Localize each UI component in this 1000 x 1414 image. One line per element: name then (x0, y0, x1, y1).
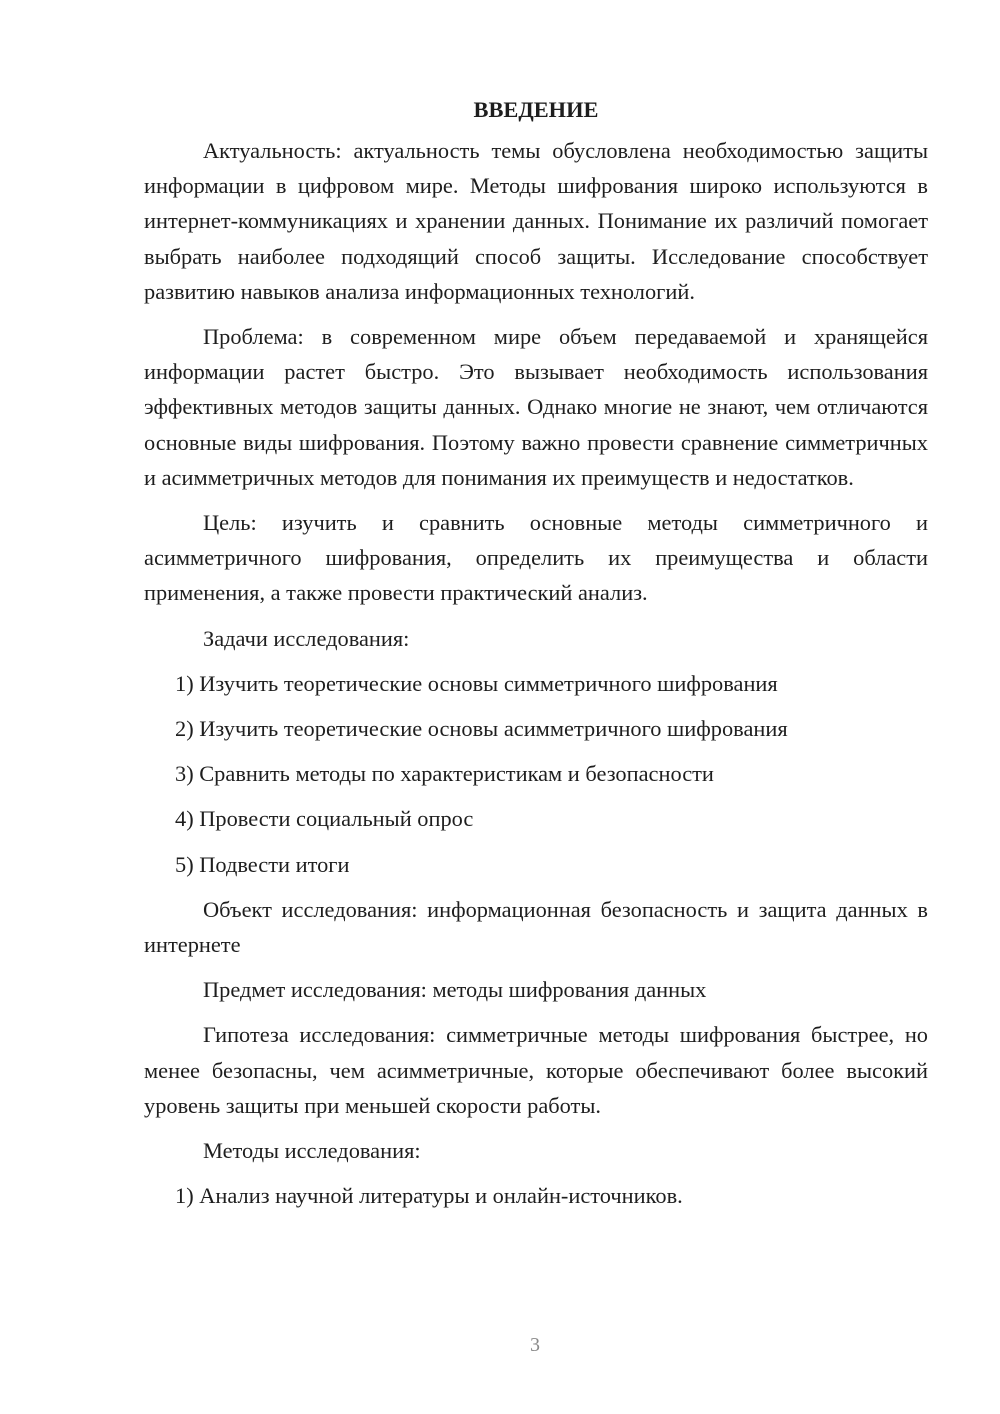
section-heading: ВВЕДЕНИЕ (473, 97, 599, 122)
methods-list (144, 1178, 928, 1213)
list-item: 2) Изучить теоретические основы асимметричного шифрования (175, 716, 788, 742)
list-item: 5) Подвести итоги (175, 851, 350, 877)
paragraph-hypothesis: Гипотеза исследования: симметричные методы шифрования быстрее, но менее безопасны, чем асимметричные, которые обеспечивают более высокий уровень защиты при меньшей скорости работы. (144, 1022, 928, 1118)
list-item: 1) Изучить теоретические основы симметричного шифрования (175, 670, 778, 696)
paragraph-goal: Цель: изучить и сравнить основные методы симметричного и асимметричного шифрования, определить их преимущества и области применения, а также провести практический анализ. (144, 510, 928, 606)
paragraph-problem: Проблема: в современном мире объем передаваемой и хранящейся информации растет быстро. Это вызывает необходимость использования эффективных методов защиты данных. Однако многие не знают, чем отличаются основные виды шифрования. Поэтому важно провести сравнение симметричных и асимметричных методов для понимания их преимуществ и недостатков. (144, 324, 928, 490)
list-item: 3) Сравнить методы по характеристикам и безопасности (175, 761, 714, 787)
paragraph-object: Объект исследования: информационная безопасность и защита данных в интернете (144, 896, 928, 958)
document-page (144, 92, 928, 1223)
paragraph-subject: Предмет исследования: методы шифрования данных (203, 977, 707, 1003)
paragraph-relevance: Актуальность: актуальность темы обусловлена необходимостью защиты информации в цифровом мире. Методы шифрования широко используются в интернет-коммуникациях и хранении данных. Понимание их различий помогает выбрать наиболее подходящий способ защиты. Исследование способствует развитию навыков анализа информационных технологий. (144, 138, 928, 304)
tasks-list (144, 666, 928, 882)
page-number: 3 (530, 1334, 540, 1356)
methods-heading: Методы исследования: (203, 1138, 421, 1164)
tasks-heading: Задачи исследования: (203, 625, 410, 651)
list-item: 4) Провести социальный опрос (175, 806, 474, 832)
list-item: 1) Анализ научной литературы и онлайн-источников. (175, 1183, 683, 1209)
